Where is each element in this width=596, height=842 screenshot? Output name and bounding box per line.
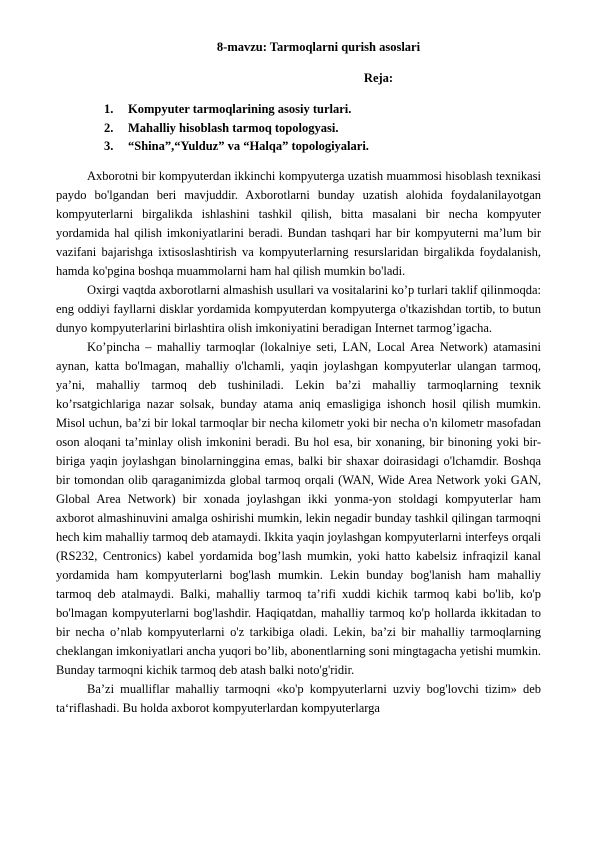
plan-item-text: Mahalliy hisoblash tarmoq topologyasi. bbox=[128, 120, 339, 135]
plan-item-number: 3. bbox=[104, 139, 114, 153]
plan-item-number: 2. bbox=[104, 120, 114, 135]
body-paragraph: Ko’pincha – mahalliy tarmoqlar (lokalniye seti, LAN, Local Area Network) atamasini aynan, katta bo'lmagan, mahalliy o'lchamli, yaqin joylashgan kompyuterlar ulangan tarmoq, ya’ni, mahalliy tarmoq deb tushiniladi. Lekin ba’zi mahalliy tarmoqlarning texnik ko’rsatgichlariga nazar solsak, bunday atama aniq emasligiga ishonch hosil qilish mumkin. Misol uchun, ba’zi bir lokal tarmoqlar bir necha kilometr yoki bir necha o'n kilometr masofadan oson aloqani ta’minlay olish imkonini beradi. Bu hol esa, bir xonaning, bir binoning yoki bir-biriga yaqin joylashgan binolarninggina emas, balki bir shaxar doirasidagi o'lchamdir. Boshqa bir tomondan olib qaraganimizda global tarmoq orqali (WAN, Wide Area Network yoki GAN, Global Area Network) bir xonada joylashgan ikki yonma-yon stoldagi kompyuterlar ham axborot almashinuvini amalga oshirishi mumkin, lekin negadir bunday tashkil qilingan tarmoqni hech kim mahalliy tarmoq deb atamaydi. Ikkita yaqin joylashgan kompyuterlarni interfeys orqali (RS232, Centronics) kabel yordamida bog’lash mumkin, yoki hatto kabelsiz infraqizil kanal yordamida ham kompyuterlarni bog'lash mumkin. Lekin bunday bog'lanish ham mahalliy tarmoq deb atalmaydi. Balki, mahalliy tarmoq ta’rifi xuddi kichik tarmoq kabi bo'lib, ko'p bo'lmagan kompyuterlarni bog'lashdir. Haqiqatdan, mahalliy tarmoq ko'p hollarda ikkitadan to bir necha o’nlab kompyuterlarni o'z tarkibiga oladi. Lekin, ba’zi bir mahalliy tarmoqlarning cheklangan imkoniyatlari ancha yuqori bo’lib, abonentlarning soni mingtagacha yetishi mumkin. Bunday tarmoqni kichik tarmoq deb atash balki noto'g'ridir. bbox=[56, 339, 541, 677]
plan-item bbox=[56, 137, 541, 156]
plan-item-number: 1. bbox=[104, 102, 114, 116]
document-page bbox=[56, 40, 541, 718]
plan-item-text: “Shina”,“Yulduz” va “Halqa” topologiyalari. bbox=[128, 139, 369, 153]
plan-item-text: Kompyuter tarmoqlarining asosiy turlari. bbox=[128, 102, 352, 116]
body-paragraph: Oxirgi vaqtda axborotlarni almashish usullari va vositalarini ko’p turlari taklif qilinmoqda: eng oddiyi fayllarni disklar yordamida kompyuterdan kompyuterga o'tkazishdan tortib, to butun dunyo kompyuterlarini birlashtira olish imkoniyatini beradigan Internet tarmog’igacha. bbox=[56, 282, 541, 335]
plan-heading: Reja: bbox=[363, 71, 394, 85]
body-paragraph: Ba’zi mualliflar mahalliy tarmoqni «ko'p kompyuterlarni uzviy bog'lovchi tizim» deb ta‘riflashadi. Bu holda axborot kompyuterlardan kompyuterlarga bbox=[56, 681, 541, 715]
body-paragraph: Axborotni bir kompyuterdan ikkinchi kompyuterga uzatish muammosi hisoblash texnikasi paydo bo'lgandan beri mavjuddir. Axborotlarni bunday uzatish alohida foydalanilayotgan kompyuterlarni birgalikda ishlashini tashkil qilish, bitta masalani bir necha kompyuter yordamida hal qilish imkoniyatlarini beradi. Bundan tashqari har bir kompyuterni ma’lum bir vazifani bajarishga ixtisoslashtirish va kompyuterlarning resurslaridan birgalikda foydalanish, hamda ko'pgina boshqa muammolarni ham hal qilish mumkin bo'ladi. bbox=[56, 168, 541, 278]
document-title: 8-mavzu: Tarmoqlarni qurish asoslari bbox=[216, 40, 421, 54]
plan-list bbox=[56, 100, 541, 156]
plan-item bbox=[56, 100, 541, 119]
plan-item bbox=[56, 119, 541, 138]
